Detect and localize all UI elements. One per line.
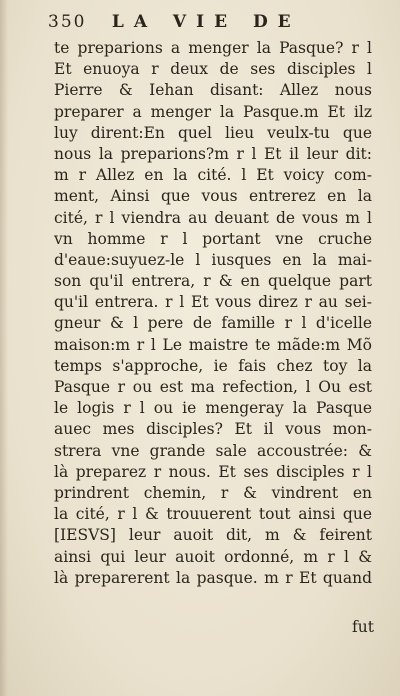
text-line: auec mes disciples? Et il vous mon- [54, 420, 372, 439]
text-line: là preparerent la pasque. m r Et quand [54, 568, 372, 587]
text-line: m r Allez en la cité. l Et voicy com- [54, 166, 372, 185]
text-line: là preparez r nous. Et ses disciples r l [54, 462, 372, 481]
text-line: luy dirent:En quel lieu veulx-tu que [54, 123, 372, 142]
text-line: nous la preparions?m r l Et il leur dit: [54, 144, 372, 163]
text-line: gneur & l pere de famille r l d'icelle [54, 314, 372, 333]
catchword: fut [352, 618, 374, 636]
text-line: ainsi qui leur auoit ordonné, m r l & [54, 547, 372, 566]
text-line: te preparions a menger la Pasque? r l [54, 39, 372, 57]
page-gutter-shadow [0, 0, 8, 696]
text-line: Pierre & Iehan disant: Allez nous [54, 81, 372, 100]
text-block [54, 38, 372, 589]
text-line: qu'il entrera. r l Et vous direz r au sei- [54, 293, 372, 312]
text-line: Pasque r ou est ma refection, l Ou est [54, 378, 372, 396]
running-head [48, 12, 348, 36]
text-line: ment, Ainsi que vous entrerez en la [54, 187, 372, 206]
text-line: preparer a menger la Pasque.m Et ilz [54, 102, 372, 121]
running-title: LA VIE DE [111, 12, 301, 32]
text-line: le logis r l ou ie mengeray la Pasque [54, 399, 372, 418]
text-line: d'eaue:suyuez-le l iusques en la mai- [54, 250, 372, 269]
text-line: temps s'approche, ie fais chez toy la [54, 356, 372, 375]
text-line: la cité, r l & trouuerent tout ainsi que [54, 505, 372, 524]
text-line: son qu'il entrera, r & en quelque part [54, 272, 372, 291]
text-line: [IESVS] leur auoit dit, m & feirent [54, 526, 372, 545]
text-line: cité, r l viendra au deuant de vous m l [54, 208, 372, 227]
page-number: 350 [48, 12, 87, 32]
text-line: maison:m r l Le maistre te mãde:m Mõ [54, 335, 372, 354]
text-line: vn homme r l portant vne cruche [54, 229, 372, 248]
text-line: Et enuoya r deux de ses disciples l [54, 60, 372, 79]
text-line: strera vne grande sale accoustrée: & [54, 441, 372, 460]
text-line: prindrent chemin, r & vindrent en [54, 483, 372, 502]
